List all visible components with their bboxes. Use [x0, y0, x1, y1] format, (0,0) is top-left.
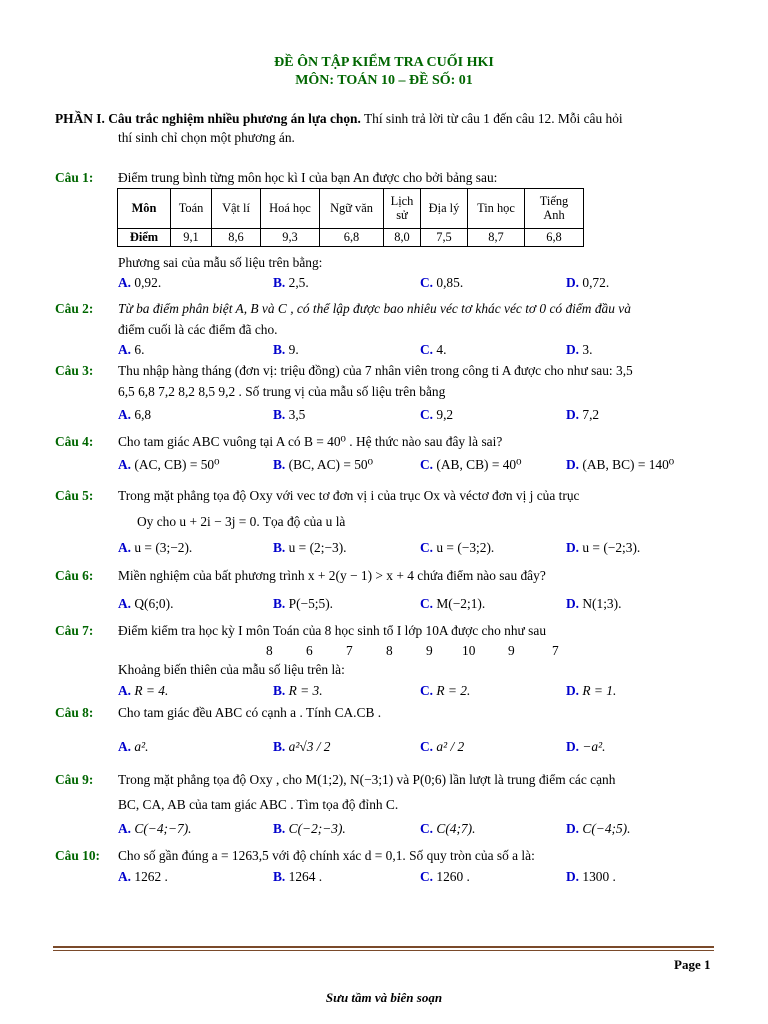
q7-data-value: 7	[552, 643, 559, 658]
q2-option-a[interactable]: A. 6.	[118, 342, 145, 357]
q1-text: Điểm trung bình từng môn học kì I của bạn An được cho bởi bảng sau:	[118, 170, 498, 185]
q5-option-d[interactable]: D. u = (−2;3).	[566, 540, 641, 555]
exam-title: ĐỀ ÔN TẬP KIỂM TRA CUỐI HKI	[274, 55, 494, 70]
table-header-cell: Ngữ văn	[320, 189, 384, 229]
q8-option-a[interactable]: A. a².	[118, 739, 149, 754]
q9-label: Câu 9:	[55, 772, 94, 787]
table-header-cell: Địa lý	[421, 189, 468, 229]
table-cell: 8,6	[212, 229, 261, 247]
q3-option-b[interactable]: B. 3,5	[273, 407, 306, 422]
table-header-cell: Lịch sử	[384, 189, 421, 229]
q10-text: Cho số gần đúng a = 1263,5 với độ chính xác d = 0,1. Số quy tròn của số a là:	[118, 848, 535, 863]
q7-option-c[interactable]: C. R = 2.	[420, 683, 471, 698]
table-row	[118, 229, 584, 247]
q3-option-d[interactable]: D. 7,2	[566, 407, 600, 422]
q10-option-d[interactable]: D. 1300 .	[566, 869, 616, 884]
table-row	[118, 189, 584, 229]
q5-option-c[interactable]: C. u = (−3;2).	[420, 540, 495, 555]
q1-option-c[interactable]: C. 0,85.	[420, 275, 464, 290]
section-text: Thí sinh trả lời từ câu 1 đến câu 12. Mỗi câu hỏi	[360, 111, 623, 126]
q5-option-b[interactable]: B. u = (2;−3).	[273, 540, 347, 555]
q8-text: Cho tam giác đều ABC có cạnh a . Tính CA.CB .	[118, 705, 382, 720]
q7-data-value: 8	[386, 643, 393, 658]
q10-option-a[interactable]: A. 1262 .	[118, 869, 168, 884]
footer-credit: Sưu tầm và biên soạn	[325, 990, 443, 1005]
q4-label: Câu 4:	[55, 434, 94, 449]
q3-option-c[interactable]: C. 9,2	[420, 407, 454, 422]
table-header-cell: Toán	[171, 189, 212, 229]
q4-text: Cho tam giác ABC vuông tại A có B = 40⁰ . Hệ thức nào sau đây là sai?	[118, 434, 503, 449]
q2-option-b[interactable]: B. 9.	[273, 342, 299, 357]
q2-option-c[interactable]: C. 4.	[420, 342, 447, 357]
table-header-cell: Môn	[118, 189, 171, 229]
table-cell: 6,8	[525, 229, 584, 247]
score-table	[117, 188, 584, 247]
q7-data-value: 9	[508, 643, 515, 658]
q9-option-d[interactable]: D. C(−4;5).	[566, 821, 631, 836]
q8-option-c[interactable]: C. a² / 2	[420, 739, 465, 754]
q1-label: Câu 1:	[55, 170, 94, 185]
q5-text-2: Oy cho u + 2i − 3j = 0. Tọa độ của u là	[137, 514, 346, 529]
q10-option-c[interactable]: C. 1260 .	[420, 869, 470, 884]
q2-text: Từ ba điểm phân biệt A, B và C , có thể lập được bao nhiêu véc tơ khác véc tơ 0 có điểm đầu và	[118, 301, 631, 316]
table-header-cell: Hoá học	[261, 189, 320, 229]
table-header-cell: Tiếng Anh	[525, 189, 584, 229]
q7-data-value: 7	[346, 643, 353, 658]
q4-option-a[interactable]: A. (AC, CB) = 50⁰	[118, 457, 220, 472]
q5-option-a[interactable]: A. u = (3;−2).	[118, 540, 193, 555]
q10-option-b[interactable]: B. 1264 .	[273, 869, 323, 884]
q1-option-d[interactable]: D. 0,72.	[566, 275, 610, 290]
section-text-2: thí sinh chỉ chọn một phương án.	[118, 130, 295, 145]
q5-label: Câu 5:	[55, 488, 94, 503]
q6-option-b[interactable]: B. P(−5;5).	[273, 596, 334, 611]
q4-option-c[interactable]: C. (AB, CB) = 40⁰	[420, 457, 522, 472]
q8-option-d[interactable]: D. −a².	[566, 739, 606, 754]
q1-subtext: Phương sai của mẫu số liệu trên bằng:	[118, 255, 323, 270]
q7-data-value: 6	[306, 643, 313, 658]
q6-option-a[interactable]: A. Q(6;0).	[118, 596, 174, 611]
q3-text-2: 6,5 6,8 7,2 8,2 8,5 9,2 . Số trung vị của mẫu số liệu trên bằng	[118, 384, 446, 399]
q2-text-2: điểm cuối là các điểm đã cho.	[118, 322, 278, 337]
q1-option-a[interactable]: A. 0,92.	[118, 275, 162, 290]
table-cell: 8,0	[384, 229, 421, 247]
table-cell: 7,5	[421, 229, 468, 247]
table-cell: 6,8	[320, 229, 384, 247]
q7-text: Điểm kiểm tra học kỳ I môn Toán của 8 học sinh tổ I lớp 10A được cho như sau	[118, 623, 547, 638]
section-label: PHẦN I. Câu trắc nghiệm nhiều phương án lựa chọn.	[55, 111, 361, 126]
q9-text-2: BC, CA, AB của tam giác ABC . Tìm tọa độ đỉnh C.	[118, 797, 399, 812]
q8-option-b[interactable]: B. a²√3 / 2	[273, 739, 331, 754]
table-header-cell: Vật lí	[212, 189, 261, 229]
q4-option-d[interactable]: D. (AB, BC) = 140⁰	[566, 457, 675, 472]
q9-text: Trong mặt phẳng tọa độ Oxy , cho M(1;2), N(−3;1) và P(0;6) lần lượt là trung điểm các cạnh	[118, 772, 616, 787]
q1-option-b[interactable]: B. 2,5.	[273, 275, 309, 290]
q9-option-a[interactable]: A. C(−4;−7).	[118, 821, 192, 836]
q7-option-b[interactable]: B. R = 3.	[273, 683, 323, 698]
q9-option-c[interactable]: C. C(4;7).	[420, 821, 476, 836]
table-cell: 8,7	[468, 229, 525, 247]
q6-text: Miền nghiệm của bất phương trình x + 2(y − 1) > x + 4 chứa điểm nào sau đây?	[118, 568, 546, 583]
q7-label: Câu 7:	[55, 623, 94, 638]
table-header-cell: Tin học	[468, 189, 525, 229]
q2-label: Câu 2:	[55, 301, 94, 316]
q5-text: Trong mặt phẳng tọa độ Oxy với vec tơ đơn vị i của trục Ox và véctơ đơn vị j của trục	[118, 488, 580, 503]
q3-label: Câu 3:	[55, 363, 94, 378]
q7-data-value: 10	[462, 643, 476, 658]
q10-label: Câu 10:	[55, 848, 101, 863]
q6-option-d[interactable]: D. N(1;3).	[566, 596, 622, 611]
footer-rule-thin	[53, 950, 714, 951]
q3-option-a[interactable]: A. 6,8	[118, 407, 152, 422]
section-intro	[55, 111, 623, 126]
q9-option-b[interactable]: B. C(−2;−3).	[273, 821, 346, 836]
page-number: Page 1	[674, 957, 711, 972]
q7-data-value: 9	[426, 643, 433, 658]
q2-option-d[interactable]: D. 3.	[566, 342, 593, 357]
exam-subtitle: MÔN: TOÁN 10 – ĐỀ SỐ: 01	[295, 73, 473, 88]
q7-subtext: Khoảng biến thiên của mẫu số liệu trên là:	[118, 662, 345, 677]
table-cell: 9,1	[171, 229, 212, 247]
q3-text: Thu nhập hàng tháng (đơn vị: triệu đồng) của 7 nhân viên trong công ti A được cho như sau: 3,5	[118, 363, 633, 378]
q7-data-value: 8	[266, 643, 273, 658]
q7-option-a[interactable]: A. R = 4.	[118, 683, 169, 698]
q6-label: Câu 6:	[55, 568, 94, 583]
q8-label: Câu 8:	[55, 705, 94, 720]
table-row-label: Điểm	[118, 229, 171, 247]
footer-rule	[53, 946, 714, 948]
q6-option-c[interactable]: C. M(−2;1).	[420, 596, 486, 611]
table-cell: 9,3	[261, 229, 320, 247]
q7-option-d[interactable]: D. R = 1.	[566, 683, 617, 698]
q4-option-b[interactable]: B. (BC, AC) = 50⁰	[273, 457, 373, 472]
